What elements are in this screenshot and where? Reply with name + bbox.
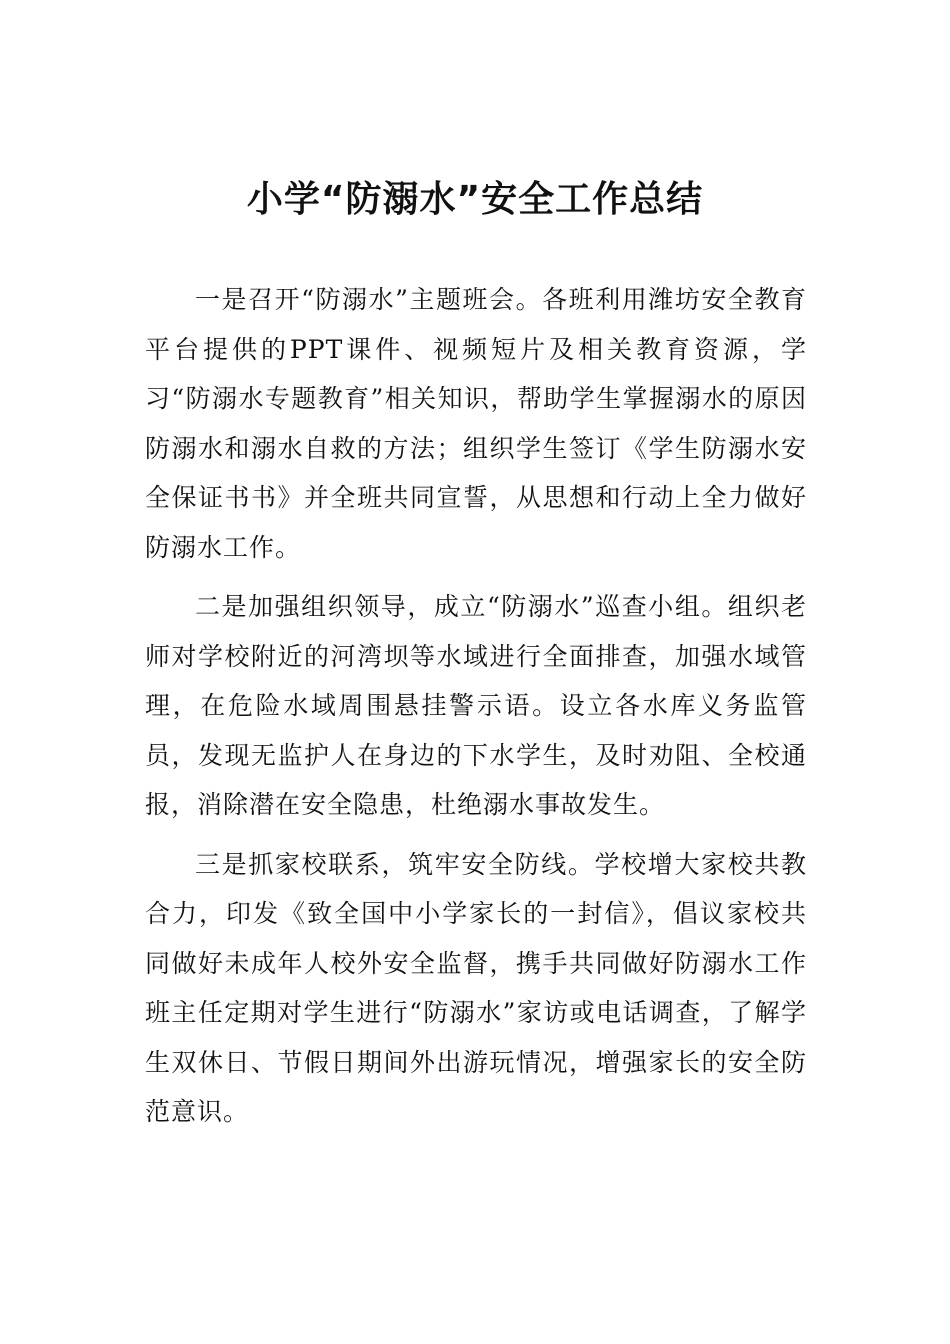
paragraph-2: 二是加强组织领导，成立“防溺水”巡查小组。组织老师对学校附近的河湾坝等水域进行全面排查，加强水域管理，在危险水域周围悬挂警示语。设立各水库义务监管员，发现无监护人在身边的下水学生，及时劝阻、全校通报，消除潜在安全隐患，杜绝溺水事故发生。 [145, 592, 807, 819]
document-body [145, 275, 807, 1147]
document-title: 小学“防溺水”安全工作总结 [246, 179, 704, 220]
paragraph-3: 三是抓家校联系，筑牢安全防线。学校增大家校共教合力，印发《致全国中小学家长的一封信》，倡议家校共同做好未成年人校外安全监督，携手共同做好防溺水工作班主任定期对学生进行“防溺水”家访或电话调查，了解学生双休日、节假日期间外出游玩情况，增强家长的安全防范意识。 [145, 849, 807, 1126]
paragraph-1: 一是召开“防溺水”主题班会。各班利用潍坊安全教育平台提供的PPT课件、视频短片及相关教育资源，学习“防溺水专题教育”相关知识，帮助学生掌握溺水的原因防溺水和溺水自救的方法；组织学生签订《学生防溺水安全保证书书》并全班共同宣誓，从思想和行动上全力做好防溺水工作。 [145, 285, 807, 562]
